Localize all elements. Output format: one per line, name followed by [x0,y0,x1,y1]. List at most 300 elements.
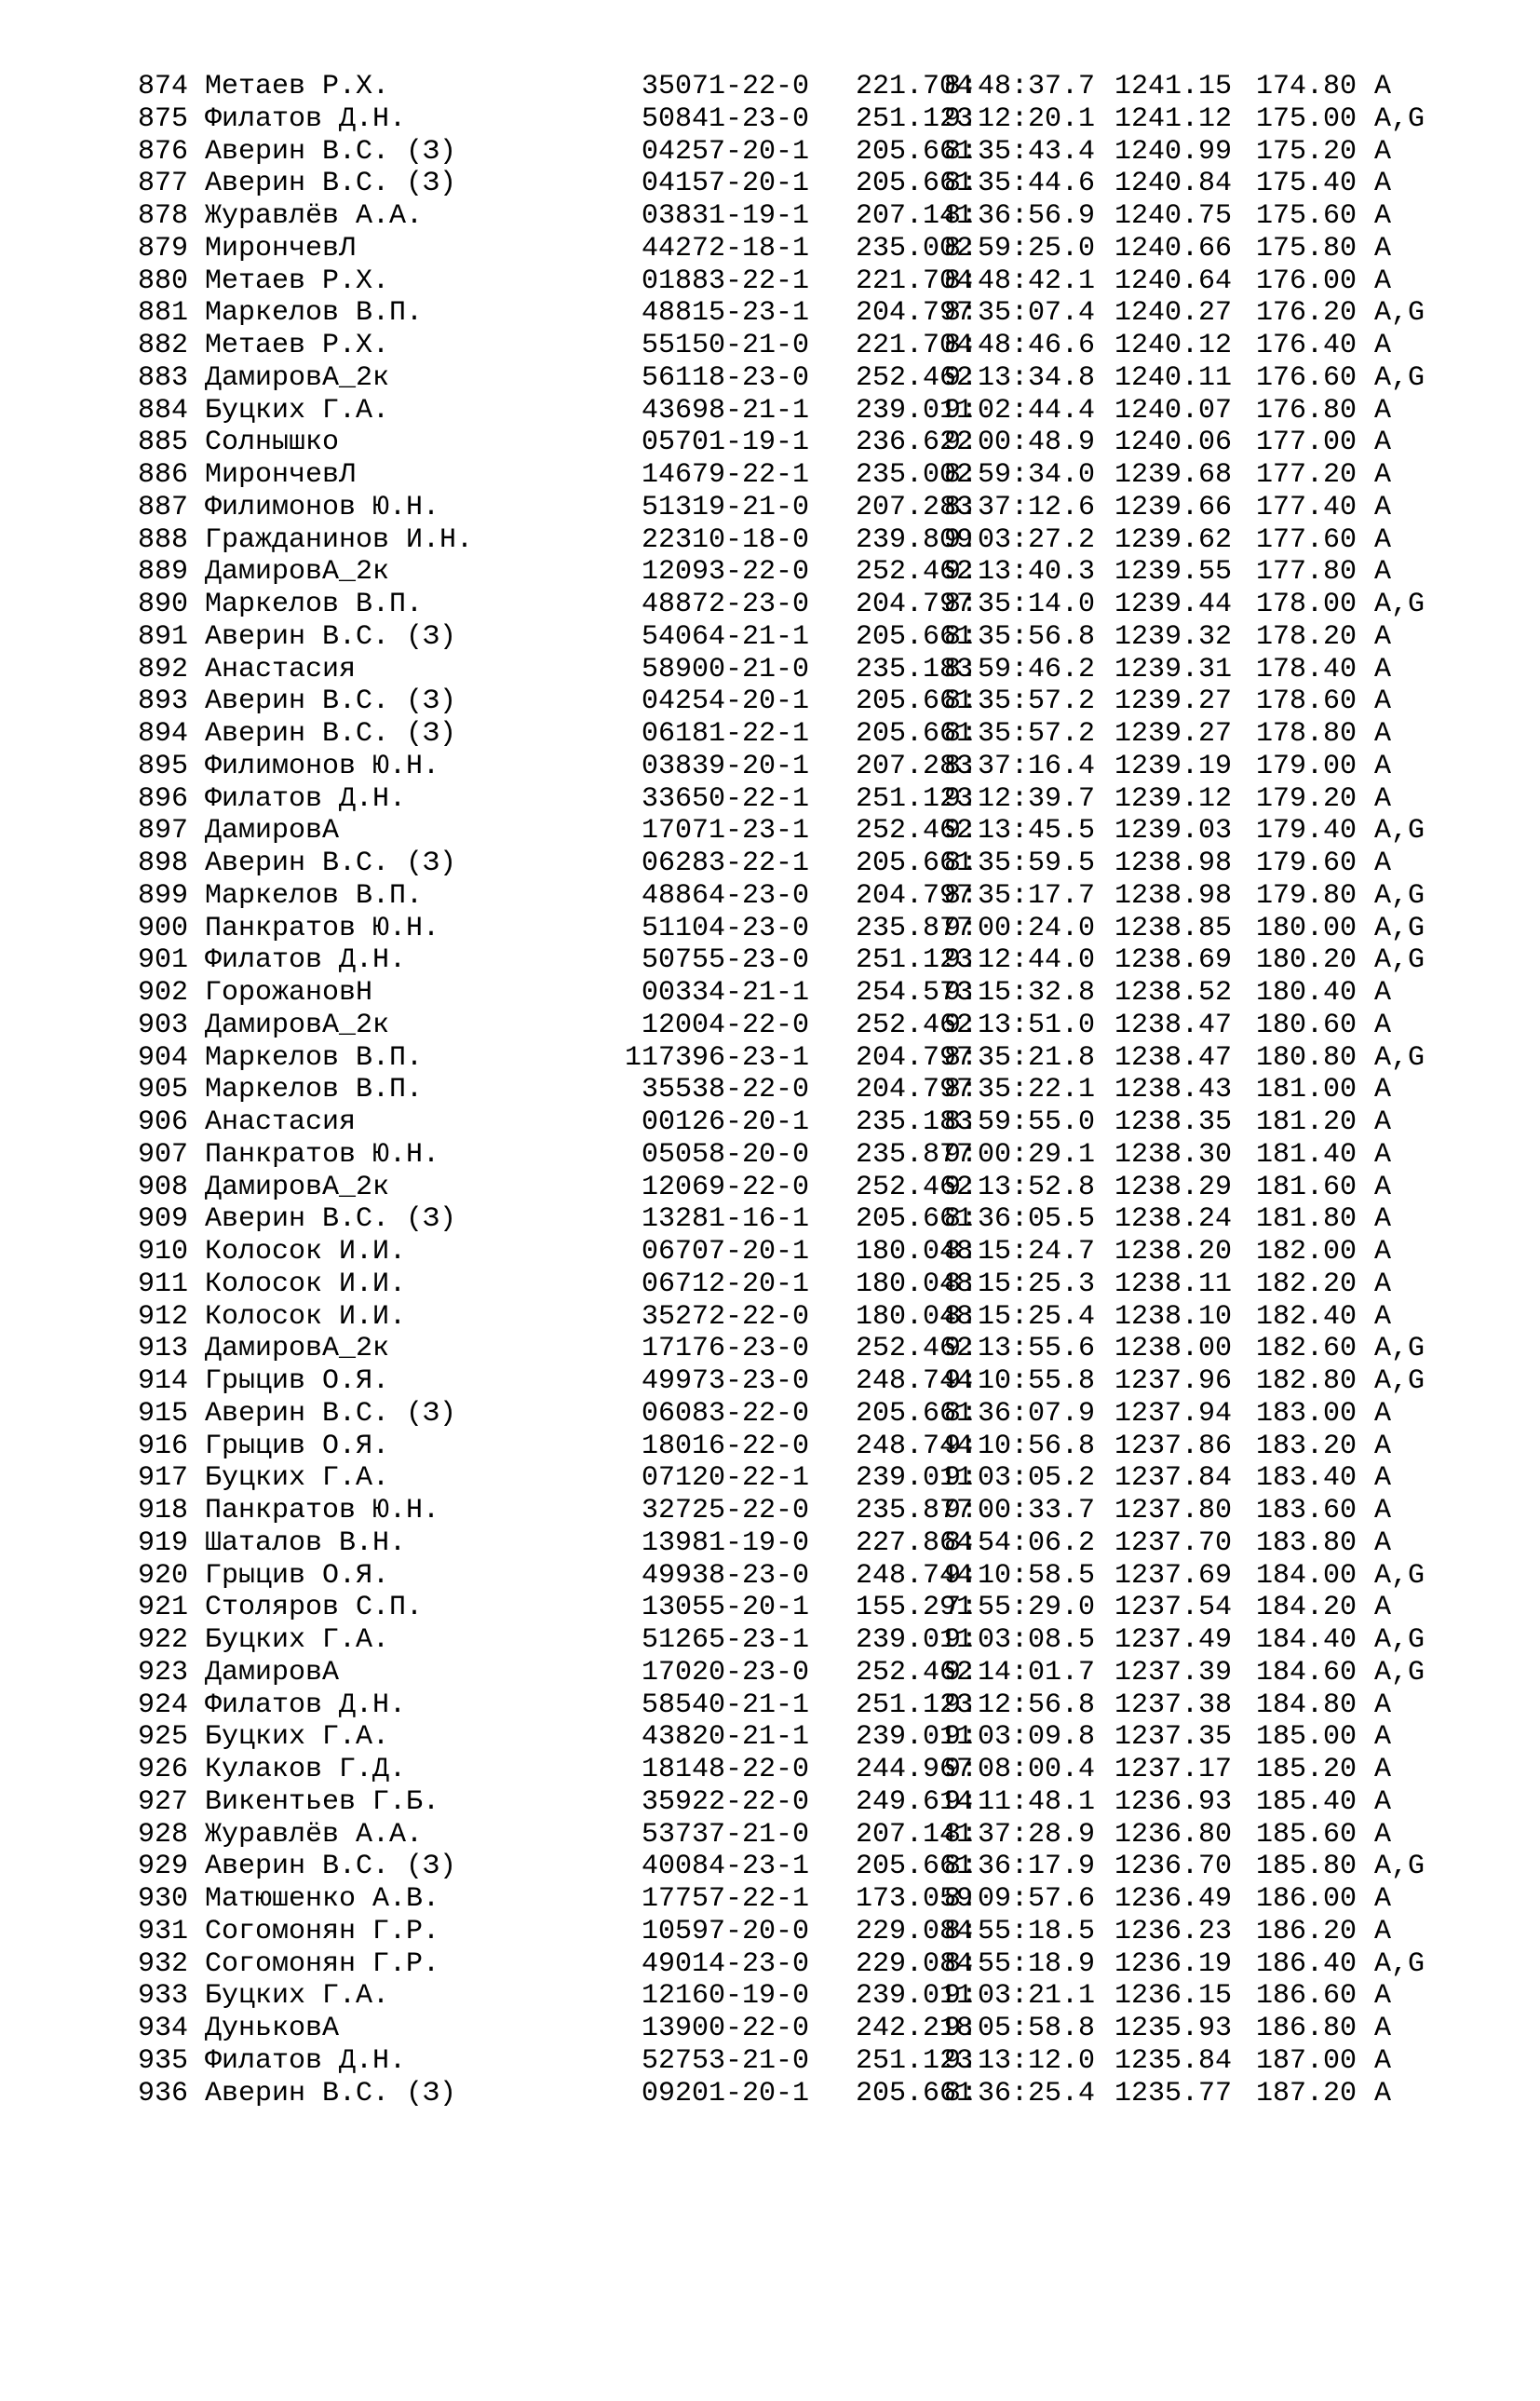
flag-cell: A [1374,977,1392,1009]
owner-cell: ГорожановН [205,977,373,1009]
owner-cell: МирончевЛ [205,459,357,491]
ring-cell: 12160-19-0 [641,1980,810,2013]
rank-cell: 888 [138,523,189,556]
time-cell: 8:15:25.3 [944,1268,1096,1300]
flag-cell: A [1374,750,1392,782]
speed-cell: 1235.77 [1114,2077,1233,2109]
owner-cell: Метаев Р.Х. [205,71,390,102]
points-cell: 180.80 [1256,1041,1358,1074]
flag-cell: A [1374,1203,1392,1236]
speed-cell: 1236.19 [1114,1947,1233,1980]
points-cell: 184.80 [1256,1689,1358,1721]
table-row [138,1754,1392,1786]
time-cell: 9:03:09.8 [944,1721,1096,1754]
distance-cell: 252.462 [855,1171,974,1203]
ring-cell: 18016-22-0 [641,1430,810,1462]
points-cell: 181.00 [1256,1074,1358,1106]
time-cell: 8:54:06.2 [944,1526,1096,1559]
owner-cell: Маркелов В.П. [205,1041,424,1074]
table-row [138,685,1392,718]
owner-cell: Столяров С.П. [205,1592,424,1624]
points-cell: 181.20 [1256,1106,1358,1138]
flag-cell: A [1374,1754,1392,1785]
ring-cell: 54064-21-1 [641,620,810,653]
owner-cell: ДамировА_2к [205,1171,390,1203]
points-cell: 186.40 [1256,1947,1358,1980]
rank-cell: 899 [138,879,189,912]
owner-cell: Журавлёв А.А. [205,200,424,232]
speed-cell: 1237.84 [1114,1462,1233,1495]
flag-cell: A [1374,330,1392,361]
table-row [138,1980,1392,2013]
speed-cell: 1240.75 [1114,200,1233,232]
owner-cell: Викентьев Г.Б. [205,1785,440,1818]
flag-cell: A [1374,1236,1392,1268]
rank-cell: 897 [138,815,189,848]
speed-cell: 1240.66 [1114,232,1233,265]
flag-cell: A,G [1374,1947,1425,1980]
ring-cell: 52753-21-0 [641,2044,810,2077]
distance-cell: 204.797 [855,879,974,912]
time-cell: 8:36:56.9 [944,200,1096,232]
ring-cell: 06181-22-1 [641,718,810,750]
flag-cell: A [1374,135,1392,168]
speed-cell: 1239.44 [1114,589,1233,620]
distance-cell: 180.048 [855,1300,974,1333]
rank-cell: 882 [138,330,189,361]
ring-cell: 35538-22-0 [641,1074,810,1106]
flag-cell: A [1374,782,1392,815]
ring-cell: 58540-21-1 [641,1689,810,1721]
distance-cell: 207.283 [855,491,974,523]
rank-cell: 878 [138,200,189,232]
rank-cell: 893 [138,685,189,718]
speed-cell: 1240.11 [1114,361,1233,394]
table-row [138,2077,1392,2110]
distance-cell: 251.123 [855,102,974,135]
owner-cell: Гражданинов И.Н. [205,523,474,556]
time-cell: 7:55:29.0 [944,1592,1096,1624]
table-row [138,102,1425,136]
owner-cell: Филатов Д.Н. [205,944,407,977]
owner-cell: Филимонов Ю.Н. [205,491,440,523]
ring-cell: 35922-22-0 [641,1785,810,1818]
flag-cell: A [1374,459,1392,491]
owner-cell: Буцких Г.А. [205,1721,390,1754]
time-cell: 9:00:48.9 [944,427,1096,459]
points-cell: 180.20 [1256,944,1358,977]
distance-cell: 229.084 [855,1915,974,1947]
distance-cell: 236.622 [855,427,974,459]
distance-cell: 221.704 [855,330,974,361]
time-cell: 9:12:56.8 [944,1689,1096,1721]
ring-cell: 50755-23-0 [641,944,810,977]
flag-cell: A [1374,71,1392,102]
flag-cell: A [1374,1495,1392,1526]
flag-cell: A [1374,1526,1392,1559]
ring-cell: 13900-22-0 [641,2013,810,2044]
rank-cell: 908 [138,1171,189,1203]
ring-cell: 43698-21-1 [641,394,810,427]
points-cell: 178.00 [1256,589,1358,620]
table-row [138,1138,1392,1172]
time-cell: 9:11:48.1 [944,1785,1096,1818]
rank-cell: 919 [138,1526,189,1559]
table-row [138,750,1392,783]
flag-cell: A [1374,1300,1392,1333]
distance-cell: 205.661 [855,718,974,750]
speed-cell: 1237.94 [1114,1397,1233,1430]
distance-cell: 248.744 [855,1559,974,1592]
rank-cell: 880 [138,265,189,297]
flag-cell: A,G [1374,815,1425,848]
distance-cell: 251.123 [855,1689,974,1721]
owner-cell: Филатов Д.Н. [205,782,407,815]
owner-cell: Грыцив О.Я. [205,1430,390,1462]
table-row [138,589,1425,621]
speed-cell: 1239.66 [1114,491,1233,523]
rank-cell: 924 [138,1689,189,1721]
time-cell: 8:37:12.6 [944,491,1096,523]
speed-cell: 1239.12 [1114,782,1233,815]
speed-cell: 1238.00 [1114,1333,1233,1365]
speed-cell: 1239.68 [1114,459,1233,491]
table-row [138,1883,1392,1916]
flag-cell: A [1374,685,1392,718]
distance-cell: 249.614 [855,1785,974,1818]
flag-cell: A,G [1374,1365,1425,1397]
rank-cell: 927 [138,1785,189,1818]
time-cell: 9:10:56.8 [944,1430,1096,1462]
ring-cell: 12004-22-0 [641,1009,810,1041]
distance-cell: 155.291 [855,1592,974,1624]
distance-cell: 207.141 [855,1818,974,1851]
flag-cell: A,G [1374,102,1425,135]
owner-cell: Метаев Р.Х. [205,265,390,297]
time-cell: 9:13:55.6 [944,1333,1096,1365]
distance-cell: 235.183 [855,1106,974,1138]
rank-cell: 925 [138,1721,189,1754]
table-row [138,782,1392,816]
distance-cell: 251.123 [855,944,974,977]
speed-cell: 1237.49 [1114,1624,1233,1656]
ring-cell: 09201-20-1 [641,2077,810,2109]
points-cell: 175.00 [1256,102,1358,135]
table-row [138,1397,1392,1431]
speed-cell: 1241.12 [1114,102,1233,135]
table-row [138,71,1392,103]
flag-cell: A,G [1374,879,1425,912]
rank-cell: 929 [138,1851,189,1883]
ring-cell: 05058-20-0 [641,1138,810,1171]
distance-cell: 239.809 [855,523,974,556]
speed-cell: 1237.80 [1114,1495,1233,1526]
ring-cell: 58900-21-0 [641,653,810,685]
distance-cell: 235.183 [855,653,974,685]
rank-cell: 926 [138,1754,189,1785]
owner-cell: Согомонян Г.Р. [205,1947,440,1980]
owner-cell: Аверин В.С. (З) [205,168,457,200]
rank-cell: 898 [138,848,189,879]
speed-cell: 1237.96 [1114,1365,1233,1397]
table-row [138,848,1392,880]
distance-cell: 205.661 [855,135,974,168]
time-cell: 8:15:24.7 [944,1236,1096,1268]
rank-cell: 902 [138,977,189,1009]
distance-cell: 235.002 [855,232,974,265]
table-row [138,1851,1425,1883]
rank-cell: 904 [138,1041,189,1074]
points-cell: 184.60 [1256,1656,1358,1689]
flag-cell: A [1374,1883,1392,1915]
speed-cell: 1236.49 [1114,1883,1233,1915]
flag-cell: A [1374,620,1392,653]
flag-cell: A [1374,2077,1392,2109]
distance-cell: 205.661 [855,168,974,200]
rank-cell: 936 [138,2077,189,2109]
owner-cell: Маркелов В.П. [205,589,424,620]
ring-cell: 07120-22-1 [641,1462,810,1495]
flag-cell: A [1374,848,1392,879]
time-cell: 8:59:25.0 [944,232,1096,265]
ring-cell: 13055-20-1 [641,1592,810,1624]
table-row [138,330,1392,362]
distance-cell: 239.011 [855,1624,974,1656]
points-cell: 178.80 [1256,718,1358,750]
rank-cell: 891 [138,620,189,653]
points-cell: 177.00 [1256,427,1358,459]
speed-cell: 1238.29 [1114,1171,1233,1203]
points-cell: 175.40 [1256,168,1358,200]
flag-cell: A,G [1374,589,1425,620]
time-cell: 8:36:25.4 [944,2077,1096,2109]
ring-cell: 00126-20-1 [641,1106,810,1138]
ring-cell: 04157-20-1 [641,168,810,200]
rank-cell: 928 [138,1818,189,1851]
time-cell: 8:35:57.2 [944,718,1096,750]
time-cell: 8:36:07.9 [944,1397,1096,1430]
points-cell: 181.80 [1256,1203,1358,1236]
time-cell: 8:15:25.4 [944,1300,1096,1333]
rank-cell: 903 [138,1009,189,1041]
time-cell: 8:48:37.7 [944,71,1096,102]
rank-cell: 910 [138,1236,189,1268]
flag-cell: A [1374,1721,1392,1754]
points-cell: 185.40 [1256,1785,1358,1818]
distance-cell: 252.462 [855,556,974,589]
points-cell: 179.20 [1256,782,1358,815]
ring-cell: 06707-20-1 [641,1236,810,1268]
points-cell: 187.20 [1256,2077,1358,2109]
table-row [138,1333,1425,1365]
speed-cell: 1239.27 [1114,718,1233,750]
rank-cell: 912 [138,1300,189,1333]
table-row [138,1721,1392,1754]
points-cell: 179.40 [1256,815,1358,848]
table-row [138,265,1392,298]
points-cell: 182.40 [1256,1300,1358,1333]
speed-cell: 1238.30 [1114,1138,1233,1171]
owner-cell: Анастасия [205,653,357,685]
owner-cell: Анастасия [205,1106,357,1138]
ring-cell: 35071-22-0 [641,71,810,102]
ring-cell: 51104-23-0 [641,912,810,944]
owner-cell: Аверин В.С. (З) [205,1397,457,1430]
speed-cell: 1236.93 [1114,1785,1233,1818]
owner-cell: ДамировА_2к [205,556,390,589]
points-cell: 182.80 [1256,1365,1358,1397]
owner-cell: ДамировА [205,815,340,848]
rank-cell: 876 [138,135,189,168]
owner-cell: Филатов Д.Н. [205,1689,407,1721]
table-row [138,1203,1392,1236]
rank-cell: 934 [138,2013,189,2044]
time-cell: 8:35:57.2 [944,685,1096,718]
ring-cell: 17757-22-1 [641,1883,810,1915]
time-cell: 9:13:34.8 [944,361,1096,394]
flag-cell: A [1374,2013,1392,2044]
points-cell: 176.40 [1256,330,1358,361]
distance-cell: 205.661 [855,848,974,879]
speed-cell: 1238.69 [1114,944,1233,977]
distance-cell: 205.661 [855,1203,974,1236]
ring-cell: 06283-22-1 [641,848,810,879]
time-cell: 9:12:44.0 [944,944,1096,977]
owner-cell: Маркелов В.П. [205,297,424,330]
speed-cell: 1237.17 [1114,1754,1233,1785]
ring-cell: 117396-23-1 [624,1041,810,1074]
flag-cell: A,G [1374,1333,1425,1365]
speed-cell: 1241.15 [1114,71,1233,102]
rank-cell: 887 [138,491,189,523]
speed-cell: 1236.70 [1114,1851,1233,1883]
time-cell: 9:00:29.1 [944,1138,1096,1171]
owner-cell: Кулаков Г.Д. [205,1754,407,1785]
distance-cell: 252.462 [855,1333,974,1365]
points-cell: 179.00 [1256,750,1358,782]
points-cell: 176.80 [1256,394,1358,427]
table-row [138,556,1392,589]
speed-cell: 1240.99 [1114,135,1233,168]
time-cell: 8:55:18.9 [944,1947,1096,1980]
distance-cell: 173.059 [855,1883,974,1915]
rank-cell: 931 [138,1915,189,1947]
table-row [138,232,1392,265]
flag-cell: A [1374,200,1392,232]
rank-cell: 875 [138,102,189,135]
owner-cell: ДуньковА [205,2013,340,2044]
flag-cell: A [1374,232,1392,265]
points-cell: 179.60 [1256,848,1358,879]
speed-cell: 1238.98 [1114,848,1233,879]
rank-cell: 923 [138,1656,189,1689]
flag-cell: A [1374,1106,1392,1138]
points-cell: 176.00 [1256,265,1358,297]
points-cell: 175.20 [1256,135,1358,168]
time-cell: 8:35:07.4 [944,297,1096,330]
ring-cell: 12093-22-0 [641,556,810,589]
distance-cell: 248.744 [855,1430,974,1462]
rank-cell: 932 [138,1947,189,1980]
owner-cell: Метаев Р.Х. [205,330,390,361]
points-cell: 175.60 [1256,200,1358,232]
points-cell: 180.00 [1256,912,1358,944]
owner-cell: Аверин В.С. (З) [205,848,457,879]
distance-cell: 235.877 [855,912,974,944]
owner-cell: Аверин В.С. (З) [205,1203,457,1236]
owner-cell: Аверин В.С. (З) [205,2077,457,2109]
points-cell: 175.80 [1256,232,1358,265]
table-row [138,1462,1392,1495]
time-cell: 9:13:40.3 [944,556,1096,589]
distance-cell: 204.797 [855,589,974,620]
rank-cell: 918 [138,1495,189,1526]
distance-cell: 204.797 [855,297,974,330]
rank-cell: 896 [138,782,189,815]
table-row [138,135,1392,169]
flag-cell: A [1374,1462,1392,1495]
ring-cell: 43820-21-1 [641,1721,810,1754]
speed-cell: 1238.11 [1114,1268,1233,1300]
time-cell: 8:37:16.4 [944,750,1096,782]
points-cell: 183.00 [1256,1397,1358,1430]
rank-cell: 917 [138,1462,189,1495]
speed-cell: 1238.24 [1114,1203,1233,1236]
flag-cell: A,G [1374,912,1425,944]
flag-cell: A [1374,168,1392,200]
table-row [138,459,1392,492]
points-cell: 186.80 [1256,2013,1358,2044]
time-cell: 9:10:55.8 [944,1365,1096,1397]
ring-cell: 17176-23-0 [641,1333,810,1365]
ring-cell: 14679-22-1 [641,459,810,491]
table-row [138,168,1392,200]
rank-cell: 914 [138,1365,189,1397]
flag-cell: A [1374,2044,1392,2077]
speed-cell: 1240.27 [1114,297,1233,330]
distance-cell: 235.877 [855,1495,974,1526]
table-row [138,2044,1392,2078]
time-cell: 9:12:20.1 [944,102,1096,135]
time-cell: 9:10:58.5 [944,1559,1096,1592]
points-cell: 182.00 [1256,1236,1358,1268]
time-cell: 8:35:59.5 [944,848,1096,879]
points-cell: 179.80 [1256,879,1358,912]
rank-cell: 907 [138,1138,189,1171]
flag-cell: A [1374,394,1392,427]
results-table [138,71,1425,2109]
ring-cell: 17020-23-0 [641,1656,810,1689]
ring-cell: 22310-18-0 [641,523,810,556]
flag-cell: A [1374,523,1392,556]
speed-cell: 1240.64 [1114,265,1233,297]
owner-cell: Колосок И.И. [205,1236,407,1268]
rank-cell: 920 [138,1559,189,1592]
points-cell: 184.20 [1256,1592,1358,1624]
owner-cell: Буцких Г.А. [205,1462,390,1495]
rank-cell: 922 [138,1624,189,1656]
distance-cell: 252.462 [855,815,974,848]
flag-cell: A,G [1374,944,1425,977]
table-row [138,912,1425,945]
points-cell: 174.80 [1256,71,1358,102]
rank-cell: 874 [138,71,189,102]
table-row [138,1915,1392,1948]
rank-cell: 881 [138,297,189,330]
table-row [138,1495,1392,1527]
owner-cell: Филатов Д.Н. [205,102,407,135]
owner-cell: Аверин В.С. (З) [205,685,457,718]
